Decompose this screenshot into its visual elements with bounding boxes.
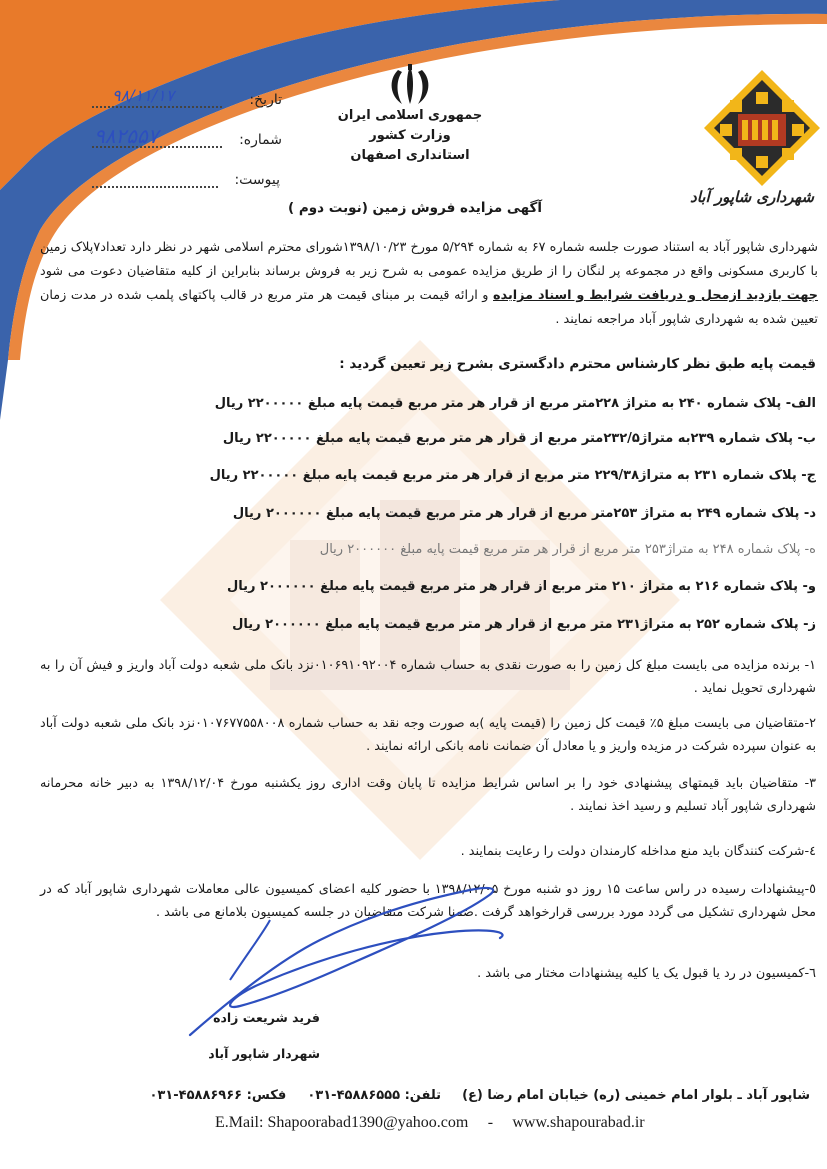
signatory-position: شهردار شاپور آباد xyxy=(208,1046,320,1061)
plate-item: و- پلاک شماره ۲۱۶ به متراژ ۲۱۰ متر مربع از قرار هر متر مربع قیمت پایه مبلغ ۲۰۰۰۰۰۰ ریال xyxy=(226,579,816,594)
footer-fax: ۰۳۱-۴۵۸۸۶۹۶۶ xyxy=(149,1088,243,1103)
attachment-row xyxy=(92,172,280,196)
plate-item: ز- پلاک شماره ۲۵۲ به متراژ۲۳۱ متر مربع از قرار هر متر مربع قیمت پایه مبلغ ۲۰۰۰۰۰۰ ریال xyxy=(232,617,816,632)
iran-emblem-icon xyxy=(384,62,436,108)
footer-fax-label: فکس: xyxy=(246,1088,287,1103)
country-name: جمهوری اسلامی ایران xyxy=(337,108,483,123)
plate-item: الف- پلاک شماره ۲۴۰ به متراژ ۲۲۸متر مربع از قرار هر متر مربع قیمت پایه مبلغ ۲۲۰۰۰۰۰ ریال xyxy=(214,396,816,411)
date-dots xyxy=(92,106,222,108)
plate-item: ج- پلاک شماره ۲۳۱ به متراژ۲۲۹/۳۸ متر مربع از قرار هر متر مربع قیمت پایه مبلغ ۲۲۰۰۰۰۰ ریال xyxy=(209,468,816,483)
municipality-logo-text: شهرداری شاپور آباد xyxy=(690,188,814,206)
plate-item: ه- پلاک شماره ۲۴۸ به متراژ۲۵۳ متر مربع از قرار هر متر مربع قیمت پایه مبلغ ۲۰۰۰۰۰۰ ریال xyxy=(319,542,816,557)
ministry-name: وزارت کشور xyxy=(369,128,451,143)
footer-phone: ۰۳۱-۴۵۸۸۶۵۵۵ xyxy=(307,1088,401,1103)
condition-item: ۲-متقاضیان می بایست مبلغ ۵٪ قیمت کل زمین را (قیمت پایه )به صورت وجه نقد به حساب شماره ۰۱۰۷۶۷۷۵۵۸۰۰۸نزد بانک ملی شعبه دولت آباد به عنوان سپرده شرکت در مزیده واریز و یا معادل آن ضمانت نامه بانکی ارائه نمایند . xyxy=(40,716,816,754)
municipality-logo xyxy=(704,70,820,190)
date-label: تاریخ: xyxy=(249,92,282,108)
intro-underlined: جهت بازدید ازمحل و دریافت شرایط و اسناد مزایده xyxy=(493,288,818,303)
attachment-label: پیوست: xyxy=(234,172,280,188)
province-name: استانداری اصفهان xyxy=(350,148,470,163)
footer-address: شاپور آباد ـ بلوار امام خمینی (ره) خیابان امام رضا (ع) xyxy=(462,1088,810,1103)
footer-separator: - xyxy=(487,1114,494,1131)
condition-item: ٥-پیشنهادات رسیده در راس ساعت ۱۵ روز دو شنبه مورخ ۱۳۹۸/۱۲/۰۵ با حضور کلیه اعضای کمیسیون عالی معاملات شهرداری شاپور آباد که در محل شهرداری تشکیل می گردد مورد بررسی قرارخواهد گرفت .ضمنا شرکت متقاضیان در جلسه کمیسیون بلامانع می باشد . xyxy=(40,882,816,920)
signatory-name: فرید شریعت زاده xyxy=(213,1010,320,1025)
condition-item: ٤-شرکت کنندگان باید منع مداخله کارمندان دولت را رعایت بنمایند . xyxy=(460,844,816,859)
plate-item: ب- پلاک شماره ۲۳۹به متراژ۲۳۲/۵متر مربع از قرار هر متر مربع قیمت پایه مبلغ ۲۲۰۰۰۰۰ ریال xyxy=(222,431,816,446)
date-value: ۹۸/۱۱/۱۷ xyxy=(112,86,175,105)
footer-email: E.Mail: Shapoorabad1390@yahoo.com xyxy=(215,1114,469,1131)
footer-website[interactable]: www.shapourabad.ir xyxy=(512,1114,645,1131)
footer-phone-label: تلفن: xyxy=(404,1088,442,1103)
attachment-dots xyxy=(92,186,218,188)
price-header: قیمت پایه طبق نظر کارشناس محترم دادگستری بشرح زیر تعیین گردید : xyxy=(339,356,816,372)
intro-text-after: و ارائه قیمت بر مبنای قیمت هر متر مربع در قالب پاکتهای پلمب شده در مدت زمان تعیین شده به شهرداری شاپور آباد مراجعه نمایند . xyxy=(40,288,818,327)
footer-address-line xyxy=(130,1088,810,1103)
plate-item: د- پلاک شماره ۲۴۹ به متراژ ۲۵۳متر مربع از قرار هر متر مربع قیمت پایه مبلغ ۲۰۰۰۰۰۰ ریال xyxy=(232,506,816,521)
page-title: آگهی مزایده فروش زمین (نوبت دوم ) xyxy=(288,200,542,216)
condition-item: ٦-کمیسیون در رد یا قبول یک یا کلیه پیشنهادات مختار می باشد . xyxy=(477,966,816,981)
footer-contact-line xyxy=(215,1114,735,1132)
intro-paragraph xyxy=(40,236,818,332)
condition-item: ۱- برنده مزایده می بایست مبلغ کل زمین را به صورت نقدی به حساب شماره ۰۱۰۶۹۱۰۹۲۰۰۴نزد بانک ملی شعبه دولت آباد واریز و فیش آن را به شهرداری تحویل نماید . xyxy=(40,658,816,696)
intro-text-before: شهرداری شاپور آباد به استناد صورت جلسه شماره ۶۷ به شماره ۵/۲۹۴ مورخ ۱۳۹۸/۱۰/۲۳شورای محترم اسلامی شهر در نظر دارد تعداد۷پلاک زمین با کاربری مسکونی واقع در مجموعه پر لنگان را از طریق مزایده عمومی به شرح زیر به فروش برساند بنابراین از کلیه متقاضیان دعوت می شود xyxy=(40,240,819,279)
number-value: ۹۸۲۵۵۷ xyxy=(94,124,159,148)
condition-item: ۳- متقاضیان باید قیمتهای پیشنهادی خود را بر اساس شرایط مزایده تا پایان وقت اداری روز یکشنبه مورخ ۱۳۹۸/۱۲/۰۴ به دبیر خانه محرمانه شهرداری شاپور آباد تسلیم و رسید اخذ نمایند . xyxy=(40,776,816,814)
number-label: شماره: xyxy=(239,132,282,148)
